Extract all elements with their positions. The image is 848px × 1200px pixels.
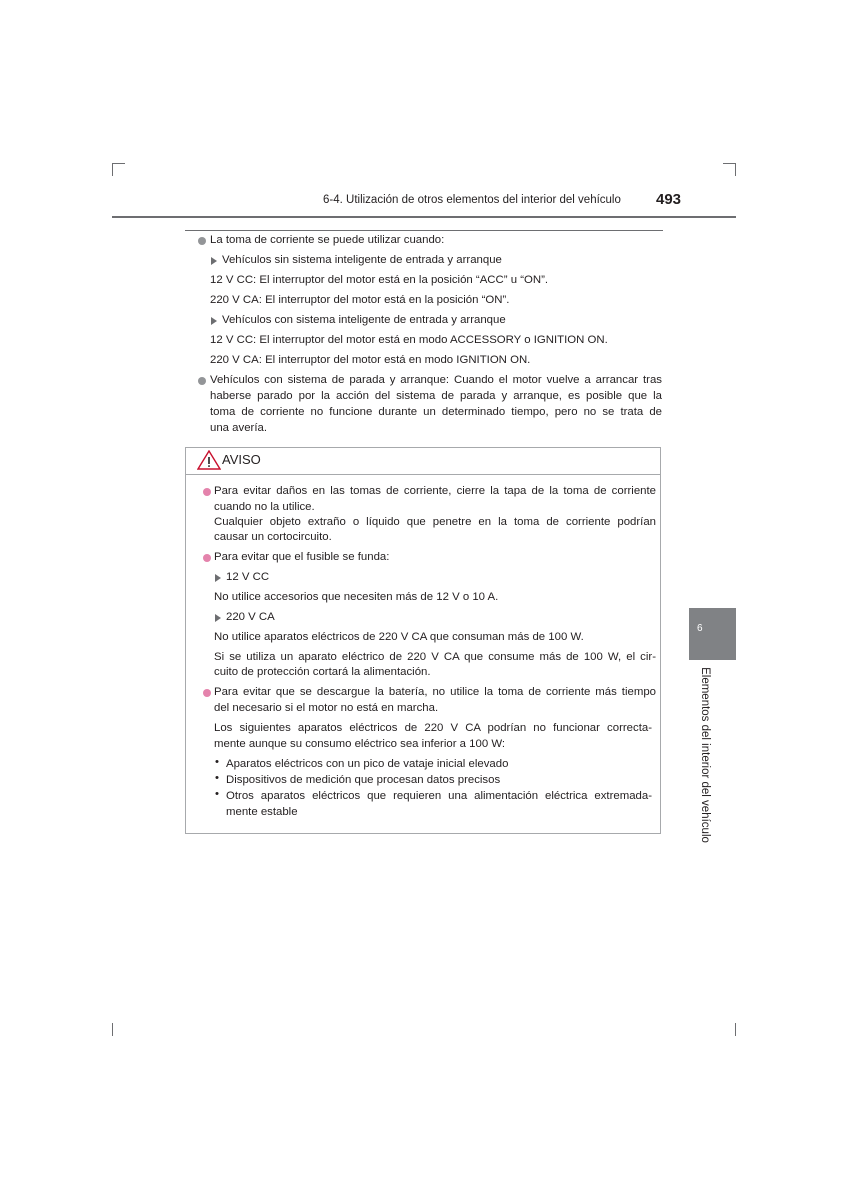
list-bullet: •: [215, 788, 219, 800]
list-item: Otros aparatos eléctricos que requieren una alimentación eléctrica extremada-: [226, 790, 652, 802]
paragraph-line: una avería.: [210, 422, 267, 434]
bullet-icon: [198, 377, 206, 385]
warning-line: Para evitar que el fusible se funda:: [214, 551, 390, 563]
warning-line: Cualquier objeto extraño o líquido que penetre en la toma de corriente podrían: [214, 516, 656, 528]
warning-line: cuando no la utilice.: [214, 501, 315, 513]
warning-line: Para evitar que se descargue la batería, no utilice la toma de corriente más tiempo: [214, 686, 656, 698]
condition-line: 12 V CC: El interruptor del motor está en modo ACCESSORY o IGNITION ON.: [210, 334, 608, 346]
crop-mark-bottom-right-v: [735, 1023, 736, 1036]
page-number: 493: [656, 191, 682, 208]
crop-mark-bottom-left-v: [112, 1023, 113, 1036]
warning-subtitle: 12 V CC: [226, 571, 270, 583]
crop-mark-top-left-h: [112, 163, 125, 164]
warning-header-rule: [186, 474, 661, 475]
bullet-icon: [203, 554, 211, 562]
warning-line: del necesario si el motor no está en marcha.: [214, 702, 439, 714]
paragraph-line: haberse parado por la acción del sistema de parada y arranque, es posible que la: [210, 390, 662, 402]
condition-title: Vehículos con sistema inteligente de entrada y arranque: [222, 314, 506, 326]
bullet-icon: [198, 237, 206, 245]
warning-line: No utilice accesorios que necesiten más de 12 V o 10 A.: [214, 591, 499, 603]
paragraph-line: toma de corriente no funcione durante un determinado tiempo, pero no se trata de: [210, 406, 662, 418]
arrow-right-icon: [211, 317, 217, 325]
warning-triangle-icon: [197, 450, 221, 470]
header-rule: [112, 216, 736, 218]
warning-line: mente aunque su consumo eléctrico sea inferior a 100 W:: [214, 738, 506, 750]
warning-line: causar un cortocircuito.: [214, 531, 332, 543]
chapter-number: 6: [697, 623, 703, 634]
warning-subtitle: 220 V CA: [226, 611, 275, 623]
arrow-right-icon: [211, 257, 217, 265]
condition-line: 220 V CA: El interruptor del motor está en la posición “ON”.: [210, 294, 510, 306]
list-item: Dispositivos de medición que procesan datos precisos: [226, 774, 501, 786]
crop-mark-top-right-v: [735, 163, 736, 176]
condition-line: 12 V CC: El interruptor del motor está en la posición “ACC” u “ON”.: [210, 274, 549, 286]
paragraph-intro: La toma de corriente se puede utilizar cuando:: [210, 234, 445, 246]
condition-line: 220 V CA: El interruptor del motor está en modo IGNITION ON.: [210, 354, 531, 366]
list-item: Aparatos eléctricos con un pico de vataje inicial elevado: [226, 758, 509, 770]
list-bullet: •: [215, 756, 219, 768]
chapter-title: Elementos del interior del vehículo: [699, 667, 711, 843]
warning-line: Para evitar daños en las tomas de corriente, cierre la tapa de la toma de corriente: [214, 485, 656, 497]
list-bullet: •: [215, 772, 219, 784]
chapter-tab: [689, 608, 736, 660]
warning-label: AVISO: [222, 452, 261, 467]
arrow-right-icon: [215, 574, 221, 582]
list-item: mente estable: [226, 806, 298, 818]
warning-line: Si se utiliza un aparato eléctrico de 220 V CA que consume más de 100 W, el cir-: [214, 651, 656, 663]
bullet-icon: [203, 689, 211, 697]
bullet-icon: [203, 488, 211, 496]
crop-mark-top-left-v: [112, 163, 113, 176]
section-rule: [185, 230, 663, 231]
warning-line: cuito de protección cortará la alimentación.: [214, 666, 431, 678]
warning-line: Los siguientes aparatos eléctricos de 220 V CA podrían no funcionar correcta-: [214, 722, 652, 734]
section-title: 6-4. Utilización de otros elementos del interior del vehículo: [323, 194, 621, 206]
arrow-right-icon: [215, 614, 221, 622]
condition-title: Vehículos sin sistema inteligente de entrada y arranque: [222, 254, 502, 266]
paragraph-line: Vehículos con sistema de parada y arranque: Cuando el motor vuelve a arrancar tras: [210, 374, 662, 386]
warning-line: No utilice aparatos eléctricos de 220 V CA que consuman más de 100 W.: [214, 631, 584, 643]
